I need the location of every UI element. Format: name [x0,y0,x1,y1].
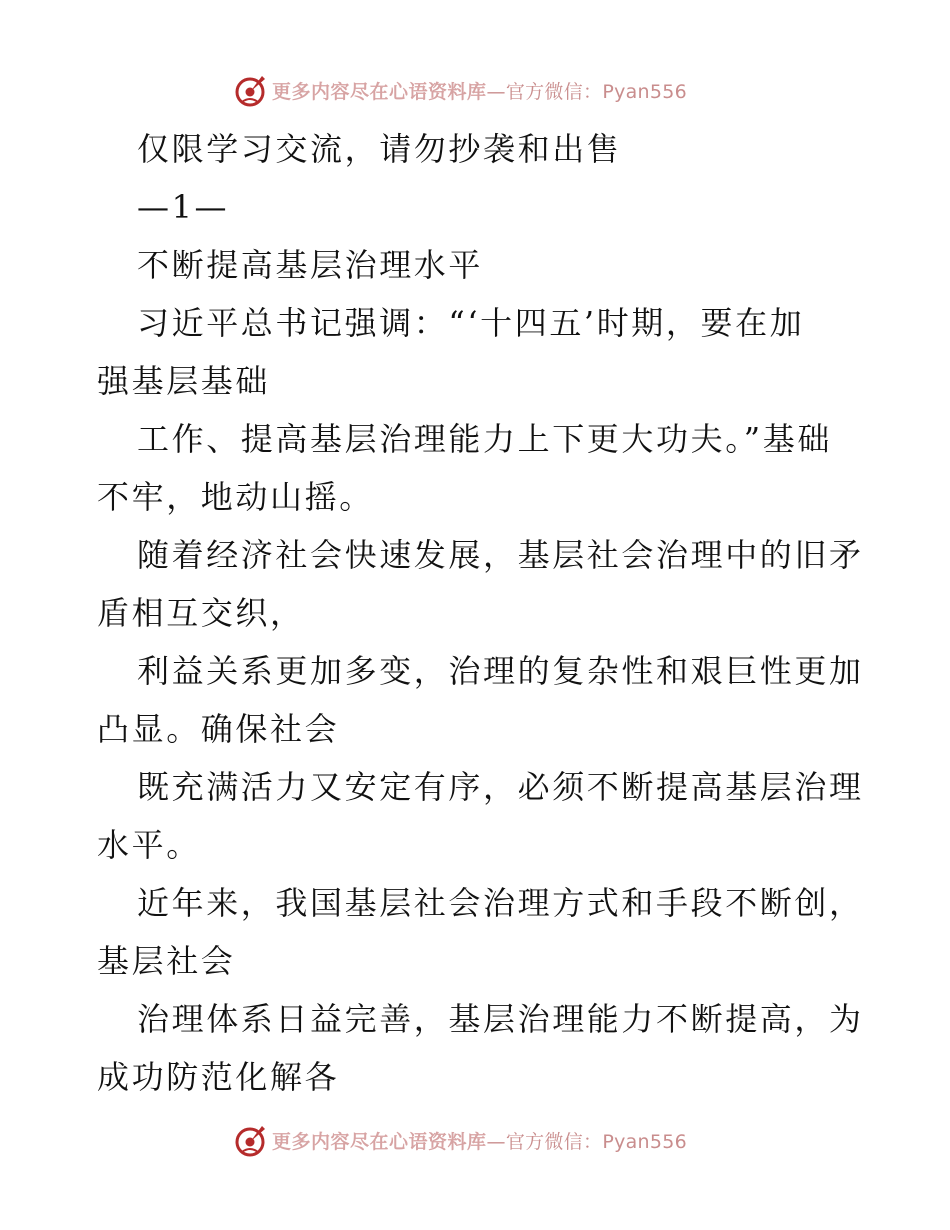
document-body [97,120,864,1106]
text-line: 工作、提高基层治理能力上下更大功夫。”基础 [137,420,832,458]
text-line: 既充满活力又安定有序，必须不断提高基层治理 [137,768,864,806]
footer-banner [232,1120,687,1160]
text-line: 利益关系更加多变，治理的复杂性和艰巨性更加 [137,652,864,690]
quill-logo-icon [232,1122,268,1158]
text-line: 随着经济社会快速发展，基层社会治理中的旧矛 [137,536,864,574]
header-banner-text: 更多内容尽在心语资料库 [272,80,487,103]
text-line: 近年来，我国基层社会治理方式和手段不断创， [137,884,864,922]
footer-banner-contact: —官方微信：Pyan556 [486,1130,688,1153]
text-line: 水平。 [97,826,201,864]
header-banner [232,70,687,110]
section-title: 不断提高基层治理水平 [137,246,484,284]
text-line: 仅限学习交流，请勿抄袭和出售 [137,130,622,168]
quill-logo-icon [232,72,268,108]
text-line: 治理体系日益完善，基层治理能力不断提高，为 [137,1000,864,1038]
header-banner-contact: —官方微信：Pyan556 [486,80,688,103]
text-line: 不牢，地动山摇。 [97,478,374,516]
text-line: 成功防范化解各 [97,1058,340,1096]
page-number: —1— [137,188,230,226]
text-line: 强基层基础 [97,362,271,400]
text-line: 凸显。确保社会 [97,710,340,748]
footer-banner-text: 更多内容尽在心语资料库 [272,1130,487,1153]
text-line: 盾相互交织， [97,594,305,632]
text-line: 基层社会 [97,942,236,980]
text-line: 习近平总书记强调：“‘十四五’时期，要在加 [137,304,805,342]
